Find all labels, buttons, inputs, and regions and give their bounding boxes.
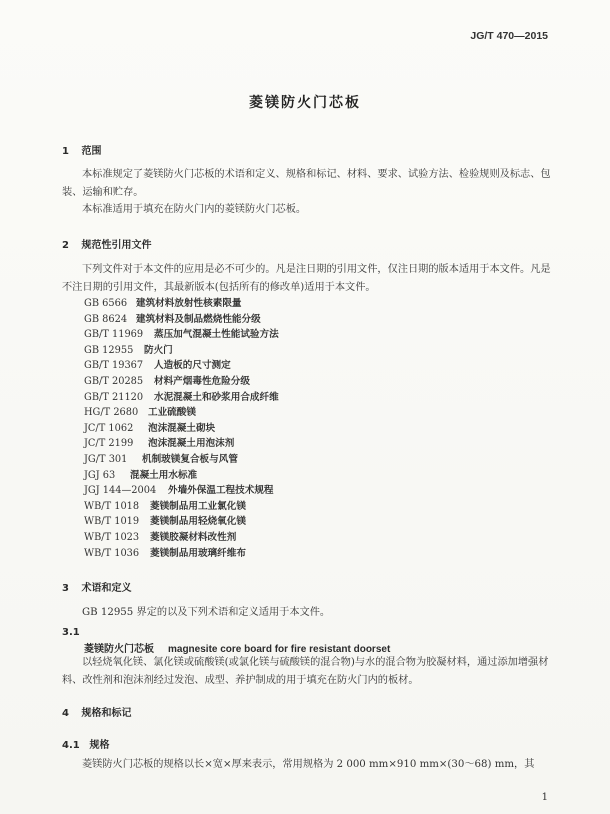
reference-name: 蒸压加气混凝土性能试验方法 — [154, 329, 279, 341]
term-name — [84, 640, 390, 655]
reference-item — [84, 421, 279, 437]
reference-item — [84, 452, 279, 468]
term-name-chinese: 菱镁防火门芯板 — [84, 644, 154, 655]
reference-name: 混凝土用水标准 — [130, 469, 198, 481]
reference-name: 材料产烟毒性危险分级 — [154, 375, 250, 387]
reference-code: WB/T 1019 — [84, 516, 140, 528]
reference-name: 建筑材料及制品燃烧性能分级 — [136, 313, 261, 325]
section-number: 3 — [62, 583, 69, 594]
section-title: 规格和标记 — [81, 708, 132, 719]
reference-item — [84, 358, 279, 374]
reference-code: GB 8624 — [84, 313, 128, 325]
section-2-intro: 下列文件对于本文件的应用是必不可少的。凡是注日期的引用文件，仅注日期的版本适用于本文件。凡是不注日期的引用文件，其最新版本(包括所有的修改单)适用于本文件。 — [62, 264, 551, 293]
section-4-heading — [62, 704, 131, 719]
reference-code: JGJ 63 — [84, 469, 116, 481]
reference-name: 外墙外保温工程技术规程 — [168, 485, 274, 497]
reference-code: JGJ 144—2004 — [84, 485, 157, 497]
reference-name: 菱镁制品用玻璃纤维布 — [150, 547, 246, 559]
reference-item — [84, 436, 279, 452]
reference-name: 水泥混凝土和砂浆用合成纤维 — [154, 391, 279, 403]
reference-code: WB/T 1018 — [84, 500, 140, 512]
subsection-4-1-heading — [62, 736, 109, 751]
section-1-paragraph-2: 本标准适用于填充在防火门内的菱镁防火门芯板。 — [82, 204, 307, 215]
section-1-heading — [62, 142, 101, 157]
reference-name: 菱镁制品用工业氯化镁 — [150, 500, 246, 512]
term-number: 3.1 — [62, 627, 80, 638]
reference-item — [84, 530, 279, 546]
section-3-heading — [62, 579, 131, 594]
section-number: 4 — [62, 708, 69, 719]
reference-name: 工业硫酸镁 — [148, 407, 196, 419]
section-number: 1 — [62, 146, 69, 157]
section-2-heading — [62, 236, 151, 251]
reference-item — [84, 546, 279, 562]
subsection-4-1-text: 菱镁防火门芯板的规格以长×宽×厚来表示，常用规格为 2 000 mm×910 mm×(30～68) mm，其 — [82, 759, 535, 770]
document-title: 菱镁防火门芯板 — [249, 95, 361, 111]
term-definition: 以轻烧氧化镁、氯化镁或硫酸镁(或氯化镁与硫酸镁的混合物)与水的混合物为胶凝材料，通过添加增强材料、改性剂和泡沫剂经过发泡、成型、养护制成的用于填充在防火门内的板材。 — [62, 657, 549, 686]
reference-code: WB/T 1036 — [84, 547, 140, 559]
standard-code: JG/T 470—2015 — [470, 30, 548, 42]
subsection-title: 规格 — [89, 740, 110, 751]
page-number: 1 — [541, 792, 548, 803]
reference-code: HG/T 2680 — [84, 407, 139, 419]
section-title: 范围 — [81, 146, 102, 157]
reference-code: GB/T 21120 — [84, 391, 144, 403]
reference-name: 建筑材料放射性核素限量 — [136, 298, 242, 309]
reference-code: JC/T 2199 — [84, 438, 134, 450]
reference-code: GB 6566 — [84, 298, 128, 309]
reference-item — [84, 468, 279, 484]
reference-code: JC/T 1062 — [84, 422, 134, 434]
reference-code: WB/T 1023 — [84, 531, 140, 543]
reference-name: 菱镁制品用轻烧氧化镁 — [150, 516, 246, 528]
reference-item — [84, 296, 279, 312]
reference-code: GB/T 20285 — [84, 375, 144, 387]
section-1-paragraph-1: 本标准规定了菱镁防火门芯板的术语和定义、规格和标记、材料、要求、试验方法、检验规则及标志、包装、运输和贮存。 — [62, 169, 551, 198]
reference-code: GB/T 11969 — [84, 329, 144, 341]
section-title: 术语和定义 — [81, 583, 132, 594]
reference-item — [84, 312, 279, 328]
reference-name: 防火门 — [144, 344, 173, 356]
section-number: 2 — [62, 240, 69, 251]
reference-item — [84, 374, 279, 390]
reference-code: GB 12955 — [84, 344, 134, 356]
reference-item — [84, 514, 279, 530]
reference-name: 泡沫混凝土砌块 — [148, 422, 216, 434]
reference-item — [84, 405, 279, 421]
reference-item — [84, 483, 279, 499]
reference-item — [84, 327, 279, 343]
section-title: 规范性引用文件 — [81, 240, 152, 251]
normative-references-list — [84, 296, 279, 561]
reference-name: 菱镁胶凝材料改性剂 — [150, 531, 237, 543]
reference-item — [84, 390, 279, 406]
reference-item — [84, 343, 279, 359]
reference-code: JG/T 301 — [84, 453, 128, 465]
reference-name: 人造板的尺寸测定 — [154, 360, 231, 372]
reference-item — [84, 499, 279, 515]
reference-code: GB/T 19367 — [84, 360, 144, 372]
section-3-intro: GB 12955 界定的以及下列术语和定义适用于本文件。 — [82, 607, 331, 618]
reference-name: 机制玻镁复合板与风管 — [142, 453, 238, 465]
term-name-english: magnesite core board for fire resistant doorset — [168, 644, 391, 655]
subsection-number: 4.1 — [62, 740, 80, 751]
reference-name: 泡沫混凝土用泡沫剂 — [148, 438, 235, 450]
